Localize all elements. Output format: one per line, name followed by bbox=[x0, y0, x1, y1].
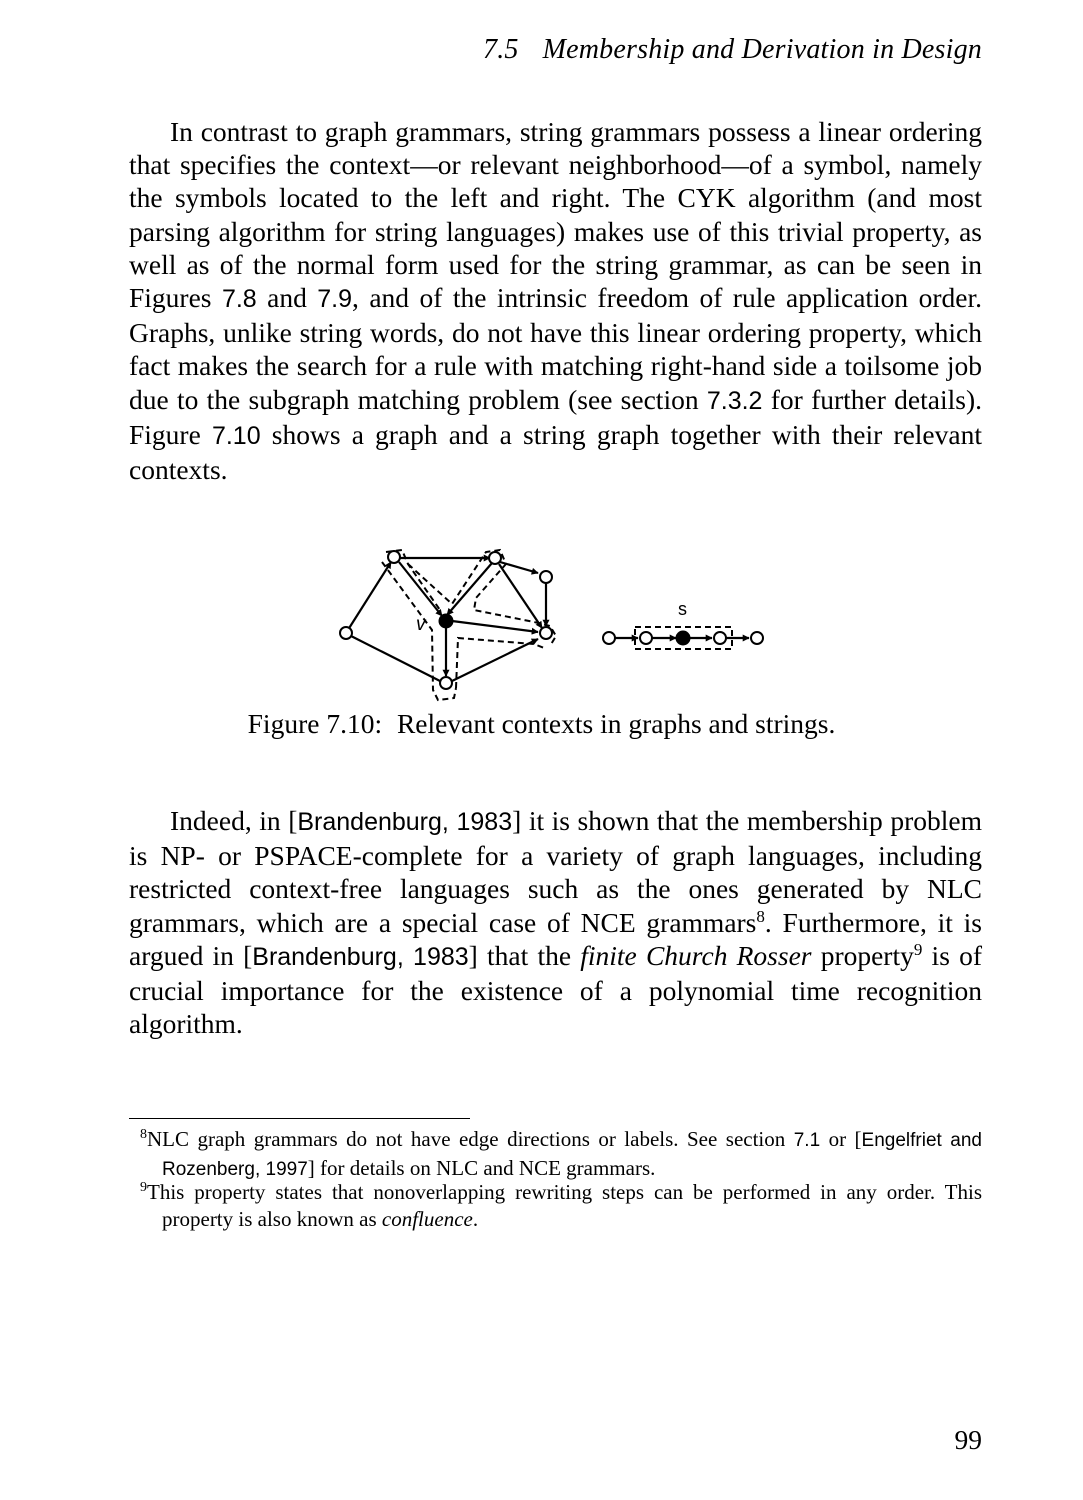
graph-node-left bbox=[340, 627, 352, 639]
paragraph-1-text-c: , and of the intrinsic freedom of rule application order. Graphs, unlike string words, do not have this linear ordering property, which fact makes the search for a rule with matching right-hand side a toilsome job due to the subgraph matching problem (see section bbox=[129, 282, 982, 415]
italic-term-finite-church-rosser: finite Church Rosser bbox=[580, 939, 812, 971]
figure-caption-number: Figure 7.10: bbox=[247, 708, 383, 739]
footnote-mark-8[interactable]: 8 bbox=[756, 906, 765, 926]
edge-left-to-top bbox=[346, 562, 391, 633]
italic-confluence: confluence bbox=[381, 1206, 473, 1231]
graph-node-topmid bbox=[489, 552, 501, 564]
string-node-s bbox=[677, 632, 690, 645]
paragraph-2-text-f: is of crucial importance for the existence of a polynomial time recognition algorithm. bbox=[129, 939, 983, 1040]
edge-bottom-to-midright bbox=[452, 639, 538, 681]
paragraph-2-text-d: ] that the bbox=[468, 939, 581, 971]
footnote-8 bbox=[129, 1126, 982, 1183]
footnote-9 bbox=[129, 1179, 982, 1232]
footnote-8-text-a: NLC graph grammars do not have edge directions or labels. See section bbox=[147, 1127, 794, 1151]
edge-top-to-v bbox=[399, 562, 442, 616]
label-s: s bbox=[678, 599, 687, 619]
graph-node-midright bbox=[540, 627, 552, 639]
string-node-5 bbox=[751, 632, 763, 644]
figure-ref-7-8[interactable]: 7.8 bbox=[221, 285, 257, 314]
paragraph-2-text-e: property bbox=[811, 939, 914, 971]
dashed-context-bottom bbox=[456, 638, 544, 688]
paragraph-1-text-d: for further details). Figure bbox=[129, 383, 982, 450]
label-v: v bbox=[416, 614, 426, 635]
edge-v-to-midright bbox=[452, 621, 538, 632]
figure-ref-7-10[interactable]: 7.10 bbox=[211, 421, 261, 450]
section-ref-7-3-2[interactable]: 7.3.2 bbox=[706, 386, 763, 415]
running-head-section: 7.5 bbox=[483, 34, 519, 65]
string-node-1 bbox=[603, 632, 615, 644]
footnote-9-text-a: This property states that nonoverlapping rewriting steps can be performed in any order. This property is also known as bbox=[147, 1180, 982, 1231]
running-head-title: Membership and Derivation in Design bbox=[542, 34, 982, 65]
page-number: 99 bbox=[954, 1424, 982, 1455]
footnote-9-text-b: . bbox=[472, 1206, 479, 1231]
graph-node-v bbox=[440, 615, 453, 628]
footnote-9-mark: 9 bbox=[140, 1180, 147, 1195]
section-ref-7-1[interactable]: 7.1 bbox=[793, 1130, 821, 1151]
citation-engelfriet-rozenberg[interactable]: Engelfriet and Rozenberg, 1997 bbox=[162, 1130, 982, 1180]
paragraph-1-text-b: and bbox=[256, 282, 318, 314]
graph-node-right bbox=[540, 571, 552, 583]
figure-caption bbox=[0, 708, 1083, 740]
paragraph-1 bbox=[129, 115, 982, 486]
paragraph-2-text-a: Indeed, in [ bbox=[170, 805, 298, 836]
paragraph-2-text-c: . Furthermore, it is argued in [ bbox=[129, 906, 982, 971]
paragraph-2 bbox=[129, 804, 982, 1040]
paragraph-1-text-e: shows a graph and a string graph together with their relevant contexts. bbox=[129, 418, 982, 486]
footnote-8-text-b: or [ bbox=[820, 1127, 862, 1151]
citation-brandenburg-2[interactable]: Brandenburg, 1983 bbox=[252, 942, 469, 971]
figure-caption-text: Relevant contexts in graphs and strings. bbox=[396, 708, 836, 739]
paragraph-1-text-a: In contrast to graph grammars, string grammars possess a linear ordering that specifies the context—or relevant neighborhood—of a symbol, namely the symbols located to the left and right. The CYK algorithm (and most parsing algorithm for string languages) makes use of this trivial property, as well as of the normal form used for the string grammar, as can be seen in Figures bbox=[129, 116, 982, 314]
running-head bbox=[483, 34, 982, 66]
string-node-2 bbox=[640, 632, 652, 644]
string-node-4 bbox=[714, 632, 726, 644]
footnote-8-mark: 8 bbox=[140, 1127, 147, 1142]
graph-node-top bbox=[388, 551, 400, 563]
figure-ref-7-9[interactable]: 7.9 bbox=[317, 285, 353, 314]
citation-brandenburg-1[interactable]: Brandenburg, 1983 bbox=[297, 808, 513, 836]
graph-node-bottom bbox=[440, 677, 452, 689]
footnote-rule bbox=[129, 1118, 470, 1119]
paragraph-2-text-b: ] it is shown that the membership problem is NP- or PSPACE-complete for a variety of graph languages, including restricted context-free languages such as the ones generated by NLC grammars, which are a special case of NCE grammars bbox=[129, 805, 983, 938]
edge-left-to-bottom bbox=[351, 636, 440, 681]
footnote-8-text-c: ] for details on NLC and NCE grammars. bbox=[307, 1155, 656, 1180]
figure-graph-contexts bbox=[330, 540, 780, 705]
footnote-mark-9[interactable]: 9 bbox=[913, 939, 923, 959]
